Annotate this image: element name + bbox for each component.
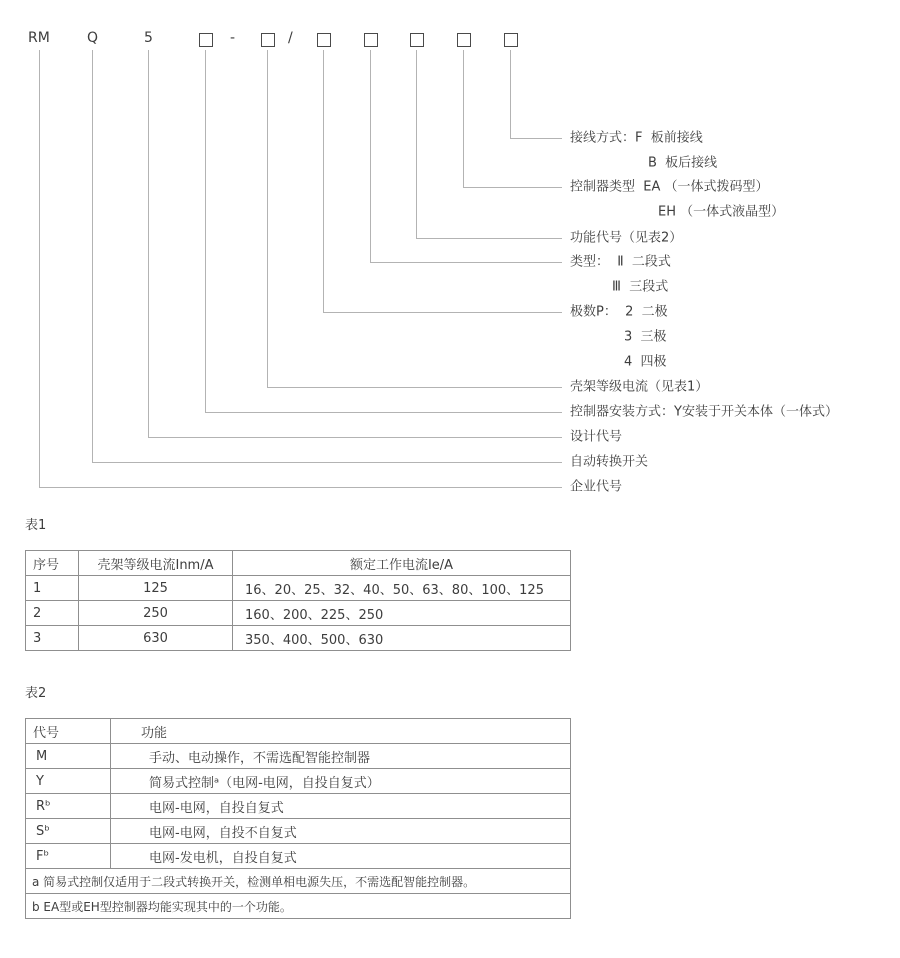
table-row <box>26 769 571 794</box>
table-cell: M <box>26 744 111 769</box>
leader-line-function-vertical <box>416 50 417 238</box>
leader-line-switch-vertical <box>92 50 93 462</box>
table2-header-function: 功能 <box>111 719 571 744</box>
table-cell: 630 <box>79 626 233 651</box>
table1-header-row <box>26 551 571 576</box>
leader-line-wiring-horizontal <box>510 138 562 139</box>
table-row <box>26 744 571 769</box>
table1-header-rated: 额定工作电流Ie/A <box>233 551 571 576</box>
label-wiring-method-b: B 板后接线 <box>648 155 718 171</box>
table-cell: 手动、电动操作，不需选配智能控制器 <box>111 744 571 769</box>
code-placeholder-box-7 <box>504 33 518 47</box>
label-frame-current: 壳架等级电流（见表1） <box>570 379 709 395</box>
leader-line-poles-horizontal <box>323 312 562 313</box>
code-placeholder-box-2 <box>261 33 275 47</box>
table2-caption: 表2 <box>25 686 47 701</box>
label-controller-type-ea: 控制器类型 EA （一体式拨码型） <box>570 179 769 195</box>
leader-line-frame-horizontal <box>267 387 562 388</box>
table-cell: 250 <box>79 601 233 626</box>
table-cell: Fᵇ <box>26 844 111 869</box>
table-cell: 电网-电网，自投不自复式 <box>111 819 571 844</box>
code-part-design: 5 <box>144 30 153 46</box>
leader-line-type-vertical <box>370 50 371 262</box>
leader-line-switch-horizontal <box>92 462 562 463</box>
label-design-code: 设计代号 <box>570 429 623 445</box>
table-row <box>26 626 571 651</box>
label-poles-4: 4 四极 <box>624 354 667 370</box>
leader-line-design-vertical <box>148 50 149 437</box>
label-type-3section: Ⅲ 三段式 <box>612 279 669 295</box>
table2-footnote-row <box>26 869 571 894</box>
table-cell: Sᵇ <box>26 819 111 844</box>
table-row <box>26 601 571 626</box>
leader-line-poles-vertical <box>323 50 324 312</box>
table2 <box>25 718 571 919</box>
leader-line-function-horizontal <box>416 238 562 239</box>
code-part-switch: Q <box>87 30 99 46</box>
leader-line-controller-vertical <box>463 50 464 187</box>
label-controller-mount: 控制器安装方式：Y安装于开关本体（一体式） <box>570 404 838 420</box>
code-separator-slash: / <box>288 30 293 46</box>
label-wiring-method: 接线方式：F 板前接线 <box>570 130 703 146</box>
table-cell: 简易式控制ᵃ（电网-电网，自投自复式） <box>111 769 571 794</box>
label-function-code: 功能代号（见表2） <box>570 230 683 246</box>
table-cell: 2 <box>26 601 79 626</box>
table2-footnote-a: a 简易式控制仅适用于二段式转换开关，检测单相电源失压，不需选配智能控制器。 <box>26 869 571 894</box>
label-poles-2: 极数P： 2 二极 <box>570 304 668 320</box>
leader-line-mount-horizontal <box>205 412 562 413</box>
table1-header-frame: 壳架等级电流Inm/A <box>79 551 233 576</box>
label-company-code: 企业代号 <box>570 479 623 495</box>
code-separator-dash: - <box>230 30 236 46</box>
table1 <box>25 550 571 651</box>
leader-line-company-horizontal <box>39 487 562 488</box>
label-ats: 自动转换开关 <box>570 454 649 470</box>
table-cell: Y <box>26 769 111 794</box>
table1-caption: 表1 <box>25 518 47 533</box>
table-row <box>26 794 571 819</box>
table-cell: 16、20、25、32、40、50、63、80、100、125 <box>233 576 571 601</box>
table2-header-code: 代号 <box>26 719 111 744</box>
table2-footnote-row <box>26 894 571 919</box>
leader-line-mount-vertical <box>205 50 206 412</box>
code-placeholder-box-3 <box>317 33 331 47</box>
label-controller-type-eh: EH （一体式液晶型） <box>658 204 785 220</box>
code-placeholder-box-4 <box>364 33 378 47</box>
leader-line-controller-horizontal <box>463 187 562 188</box>
table1-header-index: 序号 <box>26 551 79 576</box>
label-type-2section: 类型： Ⅱ 二段式 <box>570 254 671 270</box>
table2-footnote-b: b EA型或EH型控制器均能实现其中的一个功能。 <box>26 894 571 919</box>
code-placeholder-box-6 <box>457 33 471 47</box>
leader-line-type-horizontal <box>370 262 562 263</box>
table2-header-row <box>26 719 571 744</box>
table-cell: 电网-电网，自投自复式 <box>111 794 571 819</box>
table-row <box>26 576 571 601</box>
label-poles-3: 3 三极 <box>624 329 667 345</box>
table-row <box>26 844 571 869</box>
table-cell: 1 <box>26 576 79 601</box>
table-cell: 3 <box>26 626 79 651</box>
table-cell: Rᵇ <box>26 794 111 819</box>
leader-line-design-horizontal <box>148 437 562 438</box>
table-cell: 电网-发电机，自投自复式 <box>111 844 571 869</box>
code-placeholder-box-1 <box>199 33 213 47</box>
leader-line-frame-vertical <box>267 50 268 387</box>
leader-line-company-vertical <box>39 50 40 487</box>
leader-line-wiring-vertical <box>510 50 511 138</box>
table-cell: 160、200、225、250 <box>233 601 571 626</box>
code-placeholder-box-5 <box>410 33 424 47</box>
table-cell: 350、400、500、630 <box>233 626 571 651</box>
table-row <box>26 819 571 844</box>
code-part-company: RM <box>28 30 50 46</box>
table-cell: 125 <box>79 576 233 601</box>
